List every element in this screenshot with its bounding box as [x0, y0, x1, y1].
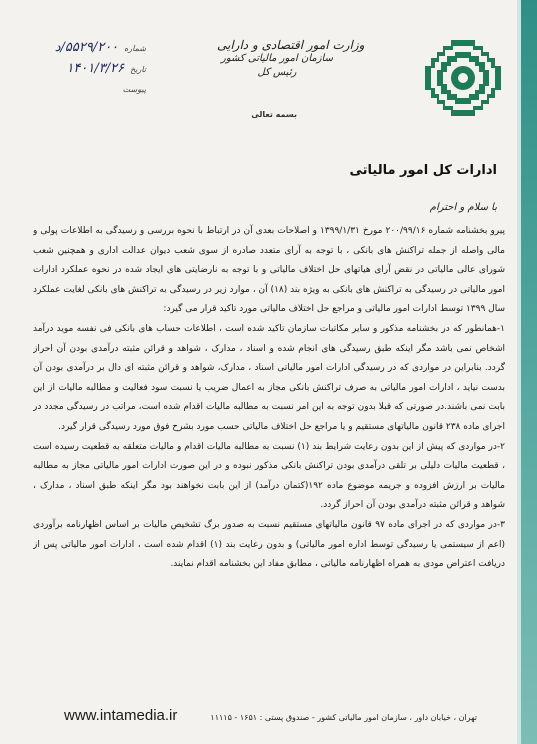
date-value: ۱۴۰۱/۳/۲۶: [66, 61, 125, 76]
greeting: با سلام و احترام: [429, 202, 497, 213]
footer-address: تهران ، خیابان داور ، سازمان امور مالیاتی کشور - صندوق پستی : ۱۶۵۱ - ۱۱۱۱۵: [210, 713, 477, 722]
paragraph-item-3: ۳-در مواردی که در اجرای ماده ۹۷ قانون مالیاتهای مستقیم نسبت به صدور برگ تشخیص مالیات بر اساس اظهارنامه برآوردی (اعم از سیستمی یا رسیدگی توسط اداره امور مالیاتی) و بدون رعایت بند (۱) اقدام شده است ، ادارات امور مالیاتی پس از دریافت اعتراض مودی به همراه اظهارنامه مالیاتی ، مطابق مفاد این بخشنامه اقدام نمایند.: [33, 519, 505, 570]
addressee: ادارات کل امور مالیاتی: [349, 163, 497, 178]
date-row: [36, 59, 146, 80]
ministry-name: وزارت امور اقتصادی و دارایی: [217, 38, 365, 52]
number-value: ۵۵۲۹/۲۰۰/د: [54, 40, 119, 55]
ministry-emblem-icon: [423, 38, 503, 118]
accent-bar-stripe: [517, 0, 521, 744]
paragraph-item-2: ۲-در مواردی که پیش از این بدون رعایت شرایط بند (۱) نسبت به مطالبه مالیات اقدام و مالیات متعلقه به قطعیت رسیده است ، قطعیت مالیات دلیلی بر تلقی درآمدی بودن تراکنش بانکی مذکور نبوده و در این صورت ادارات امور مالیاتی مجاز به مطالبه مالیات بر ارزش افزوده و جریمه موضوع ماده ۱۹۲(کتمان درآمد) از این بابت نخواهند بود مگر اینکه طبق اسناد ، مدارک ، شواهد و قرائن مثبته درآمدی بودن آن احراز گردد.: [33, 441, 505, 511]
number-label: شماره: [124, 44, 146, 53]
paragraph-item-1: ۱-همانطور که در بخشنامه مذکور و سایر مکاتبات سازمان تاکید شده است ، اطلاعات حساب های بانکی فی نفسه موید درآمد اشخاص نمی باشد مگر اینکه طبق رسیدگی های انجام شده و اسناد ، مدارک ، شواهد و قرائن مثبته درآمدی بودن آن احراز گردد. بنابراین در مواردی که در رسیدگی ادارات امور مالیاتی اسناد ، مدارک، شواهد و قرائن مثبته ای دال بر درآمدی بودن آن بدست نیاید ، ادارات امور مالیاتی به صرف تراکنش بانکی مجاز به اعمال ضریب یا نسبت سود فعالیت و مطالبه مالیات از این بابت نمی باشند.در صورتی که قبلا بدون توجه به این امر نسبت به مطالبه مالیات اقدام شده است، مراتب در رسیدگی مجدد در اجرای ماده ۲۳۸ قانون مالیاتهای مستقیم و یا مراجع حل اختلاف مالیاتی حسب مورد بشرح فوق مورد رسیدگی قرار گیرد.: [33, 323, 505, 432]
ministry-heading: [217, 38, 365, 80]
attachment-label: پیوست: [122, 85, 146, 94]
letter-body: [33, 222, 505, 642]
attachment-row: [36, 80, 146, 100]
watermark-url: www.intamedia.ir: [64, 707, 178, 724]
office-title: رئیس کل: [257, 67, 297, 78]
basmala: بسمه تعالی: [251, 110, 297, 119]
paragraph-intro: پیرو بخشنامه شماره ۲۰۰/۹۹/۱۶ مورخ ۱۳۹۹/۱/۳۱ و اصلاحات بعدی آن در ارتباط با نحوه بررسی و رسیدگی به اطلاعات پولی و مالی واصله از جمله تراکنش های بانکی ، با توجه به آرای متعدد صادره از سوی شعب دیوان عدالت اداری و همچنین شعب شورای عالی مالیاتی در نقض آرای هیاتهای حل اختلاف مالیاتی و با توجه به نارضایتی های ایجاد شده در نحوه عملکرد ادارات امور مالیاتی در رسیدگی به تراکنش های بانکی به ویژه بند (۱۸) آن ، موارد زیر در رسیدگی به تراکنش های بانکی لغایت عملکرد سال ۱۳۹۹ توسط ادارات امور مالیاتی و مراجع حل اختلاف مالیاتی مورد تاکید قرار می گیرد:: [33, 226, 505, 315]
accent-bar: [521, 0, 537, 744]
number-row: [36, 38, 146, 59]
date-label: تاریخ: [130, 65, 146, 74]
letter-meta: [36, 38, 146, 100]
organization-name: سازمان امور مالیاتی کشور: [221, 53, 333, 64]
